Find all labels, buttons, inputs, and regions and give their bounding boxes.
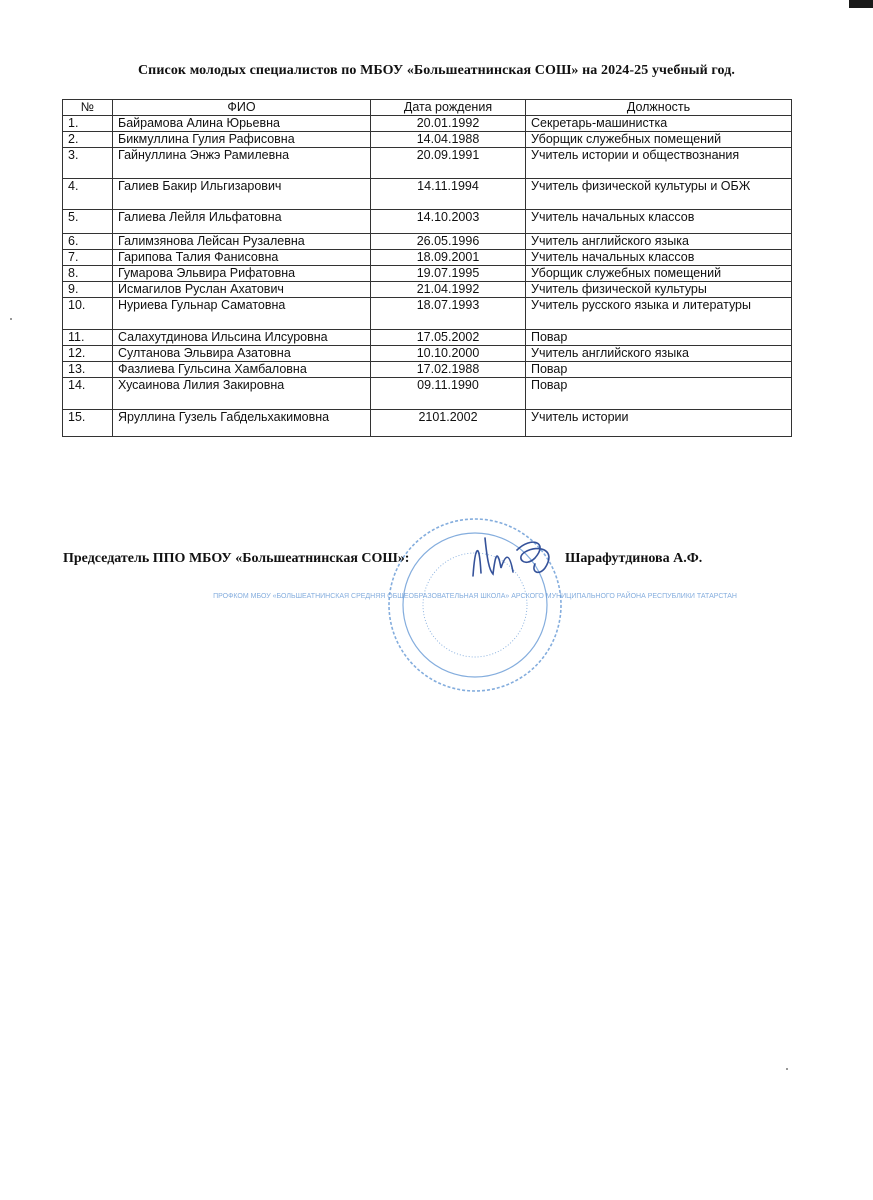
footer-signatory: Шарафутдинова А.Ф. bbox=[565, 551, 703, 566]
table-row bbox=[63, 410, 792, 437]
table-row bbox=[63, 346, 792, 362]
cell-birth-date: 14.10.2003 bbox=[371, 210, 526, 234]
cell-full-name: Галиева Лейля Ильфатовна bbox=[113, 210, 371, 234]
table-row bbox=[63, 210, 792, 234]
cell-number: 12. bbox=[63, 346, 113, 362]
cell-number: 4. bbox=[63, 179, 113, 210]
cell-position: Повар bbox=[526, 378, 792, 410]
cell-number: 10. bbox=[63, 298, 113, 330]
cell-birth-date: 2101.2002 bbox=[371, 410, 526, 437]
footer-role: Председатель ППО МБОУ «Большеатнинская СОШ»: bbox=[63, 551, 410, 566]
table-row bbox=[63, 282, 792, 298]
cell-full-name: Гарипова Талия Фанисовна bbox=[113, 250, 371, 266]
cell-full-name: Байрамова Алина Юрьевна bbox=[113, 116, 371, 132]
cell-birth-date: 17.05.2002 bbox=[371, 330, 526, 346]
cell-number: 8. bbox=[63, 266, 113, 282]
table-row bbox=[63, 179, 792, 210]
cell-full-name: Хусаинова Лилия Закировна bbox=[113, 378, 371, 410]
table-row bbox=[63, 298, 792, 330]
cell-full-name: Яруллина Гузель Габдельхакимовна bbox=[113, 410, 371, 437]
cell-position: Уборщик служебных помещений bbox=[526, 266, 792, 282]
specialists-table bbox=[62, 99, 792, 437]
cell-birth-date: 19.07.1995 bbox=[371, 266, 526, 282]
column-header-name: ФИО bbox=[113, 100, 371, 116]
document-title: Список молодых специалистов по МБОУ «Большеатнинская СОШ» на 2024-25 учебный год. bbox=[137, 63, 736, 78]
cell-birth-date: 18.07.1993 bbox=[371, 298, 526, 330]
scan-corner-mark bbox=[849, 0, 873, 8]
cell-full-name: Гумарова Эльвира Рифатовна bbox=[113, 266, 371, 282]
cell-birth-date: 21.04.1992 bbox=[371, 282, 526, 298]
stamp-text: ПРОФКОМ МБОУ «БОЛЬШЕАТНИНСКАЯ СРЕДНЯЯ ОБЩЕОБРАЗОВАТЕЛЬНАЯ ШКОЛА» АРСКОГО МУНИЦИПАЛЬНОГО РАЙОНА РЕСПУБЛИКИ ТАТАРСТАН bbox=[213, 593, 737, 600]
cell-full-name: Галимзянова Лейсан Рузалевна bbox=[113, 234, 371, 250]
table-row bbox=[63, 362, 792, 378]
signature-image bbox=[465, 528, 565, 588]
cell-full-name: Фазлиева Гульсина Хамбаловна bbox=[113, 362, 371, 378]
cell-position: Учитель русского языка и литературы bbox=[526, 298, 792, 330]
cell-full-name: Галиев Бакир Ильгизарович bbox=[113, 179, 371, 210]
cell-position: Повар bbox=[526, 362, 792, 378]
cell-position: Учитель английского языка bbox=[526, 346, 792, 362]
cell-full-name: Бикмуллина Гулия Рафисовна bbox=[113, 132, 371, 148]
cell-number: 5. bbox=[63, 210, 113, 234]
cell-number: 3. bbox=[63, 148, 113, 179]
cell-birth-date: 10.10.2000 bbox=[371, 346, 526, 362]
cell-birth-date: 09.11.1990 bbox=[371, 378, 526, 410]
table-row bbox=[63, 266, 792, 282]
cell-position: Учитель истории bbox=[526, 410, 792, 437]
cell-position: Учитель начальных классов bbox=[526, 210, 792, 234]
cell-number: 7. bbox=[63, 250, 113, 266]
cell-birth-date: 14.04.1988 bbox=[371, 132, 526, 148]
cell-number: 1. bbox=[63, 116, 113, 132]
table-row bbox=[63, 250, 792, 266]
cell-position: Учитель начальных классов bbox=[526, 250, 792, 266]
cell-number: 9. bbox=[63, 282, 113, 298]
column-header-number: № bbox=[63, 100, 113, 116]
cell-birth-date: 14.11.1994 bbox=[371, 179, 526, 210]
table-row bbox=[63, 234, 792, 250]
table-body bbox=[63, 116, 792, 437]
cell-position: Учитель физической культуры bbox=[526, 282, 792, 298]
table-header-row bbox=[63, 100, 792, 116]
cell-full-name: Исмагилов Руслан Ахатович bbox=[113, 282, 371, 298]
scan-speck bbox=[786, 1068, 788, 1070]
cell-number: 11. bbox=[63, 330, 113, 346]
cell-number: 6. bbox=[63, 234, 113, 250]
cell-position: Секретарь-машинистка bbox=[526, 116, 792, 132]
cell-position: Учитель физической культуры и ОБЖ bbox=[526, 179, 792, 210]
table-row bbox=[63, 132, 792, 148]
table-row bbox=[63, 116, 792, 132]
cell-full-name: Салахутдинова Ильсина Илсуровна bbox=[113, 330, 371, 346]
cell-full-name: Нуриева Гульнар Саматовна bbox=[113, 298, 371, 330]
cell-number: 15. bbox=[63, 410, 113, 437]
cell-position: Учитель истории и обществознания bbox=[526, 148, 792, 179]
cell-full-name: Гайнуллина Энжэ Рамилевна bbox=[113, 148, 371, 179]
column-header-position: Должность bbox=[526, 100, 792, 116]
cell-position: Повар bbox=[526, 330, 792, 346]
table-row bbox=[63, 378, 792, 410]
cell-full-name: Султанова Эльвира Азатовна bbox=[113, 346, 371, 362]
cell-position: Уборщик служебных помещений bbox=[526, 132, 792, 148]
cell-birth-date: 17.02.1988 bbox=[371, 362, 526, 378]
table-row bbox=[63, 148, 792, 179]
cell-birth-date: 18.09.2001 bbox=[371, 250, 526, 266]
cell-number: 13. bbox=[63, 362, 113, 378]
cell-birth-date: 26.05.1996 bbox=[371, 234, 526, 250]
cell-birth-date: 20.09.1991 bbox=[371, 148, 526, 179]
cell-birth-date: 20.01.1992 bbox=[371, 116, 526, 132]
cell-position: Учитель английского языка bbox=[526, 234, 792, 250]
table-row bbox=[63, 330, 792, 346]
scan-speck bbox=[10, 318, 12, 320]
cell-number: 2. bbox=[63, 132, 113, 148]
column-header-birth-date: Дата рождения bbox=[371, 100, 526, 116]
cell-number: 14. bbox=[63, 378, 113, 410]
